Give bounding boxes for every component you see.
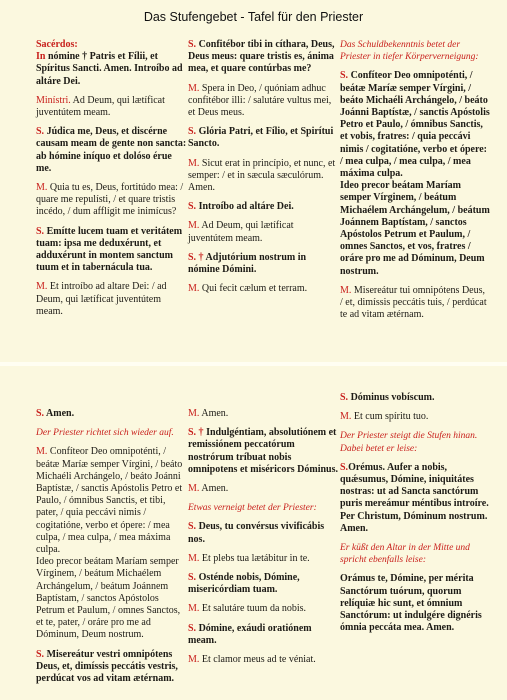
confiteor-priest: S. Confíteor Deo omnipoténti, / beátæ Maríæ semper Vírgini, / beáto Michaéli Archángelo, / beáto Joánni Baptístæ, / sanctis Apóstolis Petro et Paulo, / ómnibus Sanctis, et vobis, fratres: / quia peccávi nimis / cogitatióne, verbo et ópere: / mea culpa, / mea culpa, / mea máxima culpa. xyxy=(340,70,490,180)
prayer-block: S. Confitébor tibi in cíthara, Deus, Deus meus: quare tristis es, ánima mea, et quare contúrbas me? xyxy=(188,39,335,75)
bottom-column-1 xyxy=(36,408,188,692)
confiteor-priest-2: Ideo precor beátam Maríam semper Vírginem, / beátum Michaélem Archángelum, / beátum Joánnem Baptístam, / sanctos Apóstolos Petrum et Paulum, / omnes Sanctos, et vos, fratres / oráre pro me ad Dóminum, Deum nostrum. xyxy=(340,180,490,277)
bottom-column-2 xyxy=(188,408,340,673)
prayer-block: S. Deus, tu convérsus vivificábis nos. xyxy=(188,521,325,545)
prayer-block: M. Sicut erat in princípio, et nunc, et semper: / et in sæcula sæculórum. Amen. xyxy=(188,157,336,194)
prayer-block: Minístri. Ad Deum, qui lætíficat juventútem meam. xyxy=(36,94,165,119)
top-column-2 xyxy=(188,39,340,302)
misereatur-ministri: M. Misereátur tui omnipótens Deus, / et, dimíssis peccátis tuis, / perdúcat te ad vitam ætérnam. xyxy=(340,284,487,321)
prayer-block: M. Et introíbo ad altare Dei: / ad Deum, qui lætíficat juventútem meam. xyxy=(36,281,167,317)
prayer-block: Orámus te, Dómine, per mérita Sanctórum tuórum, quorum relíquiæ hic sunt, et ómnium Sanctórum: ut indulgére dignéris ómnia peccáta mea. Amen. xyxy=(340,573,482,634)
prayer-block: In nómine † Patris et Fílii, et Spíritus Sancti. Amen. Introíbo ad altáre Dei. xyxy=(36,51,183,87)
top-column-3 xyxy=(340,39,490,328)
prayer-block: S.Orémus. Aufer a nobis, quǽsumus, Dómine, iniquitátes nostras: ut ad Sancta sanctórum puris mereámur méntibus introíre. Per Christum, Dóminum nostrum. Amen. xyxy=(340,461,489,534)
confiteor-ministri-2: Ideo precor beátam Maríam semper Vírginem, / beátum Michaélem Archángelum, / beátum Joánnem Baptístam, / sanctos Apóstolos Petrum et Paulum, / omnes Sanctos, et te, pater, / oráre pro me ad Dóminum, Deum nostrum. xyxy=(36,556,181,641)
prayer-block: M. Et plebs tua lætábitur in te. xyxy=(188,552,310,564)
prayer-block: S. Amen. xyxy=(36,408,75,419)
prayer-block: M. Amen. xyxy=(188,408,229,419)
rubric: Das Schuldbekenntnis betet der Priester in tiefer Körperverneigung: xyxy=(340,40,479,63)
rubric-sacerdos: Sacérdos: xyxy=(36,39,78,50)
prayer-block: S. Osténde nobis, Dómine, misericórdiam tuam. xyxy=(188,572,300,596)
prayer-block: S. Introíbo ad altáre Dei. xyxy=(188,201,294,213)
prayer-block: M. Ad Deum, qui lætíficat juventútem meam. xyxy=(188,220,294,244)
card-fold-divider xyxy=(0,362,507,366)
prayer-block: M. Spera in Deo, / quóniam adhuc confitébor illi: / salutáre vultus mei, et Deus meus. xyxy=(188,82,332,119)
bottom-column-3 xyxy=(340,392,490,641)
rubric: Etwas verneigt betet der Priester: xyxy=(188,503,317,514)
prayer-block: S. Glória Patri, et Fílio, et Spirítui Sancto. xyxy=(188,126,334,150)
prayer-block: S. Dómine, exáudi oratiónem meam. xyxy=(188,622,312,646)
misereatur-priest: S. Misereátur vestri omnipótens Deus, et, dimíssis peccátis vestris, perdúcat vos ad vitam ætérnam. xyxy=(36,648,178,685)
prayer-block: S. Dóminus vobíscum. xyxy=(340,392,435,403)
prayer-block: S. Emítte lucem tuam et veritátem tuam: ipsa me deduxérunt, et adduxérunt in montem sanctum tuum et in tabernácula tua. xyxy=(36,225,183,274)
prayer-block: M. Et salutáre tuum da nobis. xyxy=(188,603,307,615)
prayer-block: M. Et clamor meus ad te véniat. xyxy=(188,654,316,666)
page-title: Das Stufengebet - Tafel für den Priester xyxy=(143,10,364,24)
prayer-block: S. † Indulgéntiam, absolutiónem et remissiónem peccatórum nostrórum tríbuat nobis omnipotens et miséricors Dóminus. xyxy=(188,427,338,475)
prayer-block: S. Júdica me, Deus, et discérne causam meam de gente non sancta: ab hómine iníquo et dolóso érue me. xyxy=(36,126,187,174)
prayer-block: M. Amen. xyxy=(188,483,229,495)
confiteor-ministri: M. Confíteor Deo omnipoténti, / beátæ Maríæ semper Vírgini, / beáto Michaéli Archángelo, / beáto Joánni Baptístæ, / sanctis Apóstolis Petro et Paulo, / ómnibus Sanctis, et tibi, pater, / quia peccávi nimis / cogitatióne, verbo et ópere: / mea culpa, / mea culpa, / mea máxima culpa. xyxy=(36,446,183,556)
prayer-block: M. Qui fecit cælum et terram. xyxy=(188,283,308,295)
rubric: Er küßt den Altar in der Mitte und spricht ebenfalls leise: xyxy=(340,543,470,566)
prayer-block: M. Et cum spíritu tuo. xyxy=(340,411,429,423)
prayer-block: M. Quia tu es, Deus, fortitúdo mea: / quare me repulísti, / et quare tristis incédo, / dum afflígit me inimícus? xyxy=(36,182,184,218)
rubric: Der Priester richtet sich wieder auf. xyxy=(36,428,174,439)
rubric: Der Priester steigt die Stufen hinan. Dabei betet er leise: xyxy=(340,431,478,454)
top-column-1 xyxy=(36,39,188,325)
prayer-block: S. † Adjutórium nostrum in nómine Dómini. xyxy=(188,251,307,276)
